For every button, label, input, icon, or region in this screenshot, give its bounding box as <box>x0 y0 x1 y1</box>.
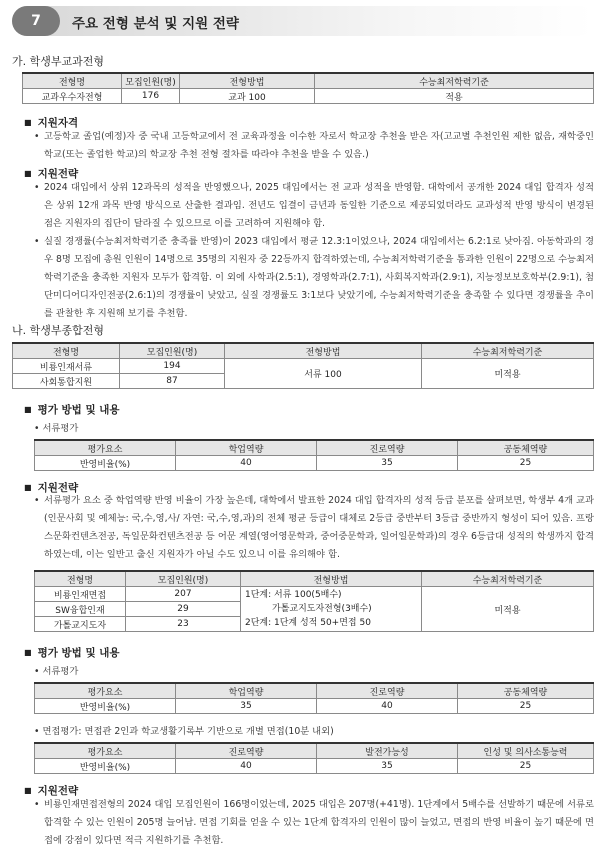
doc-eval-label: • 서류평가 <box>34 423 79 434</box>
section-a-title: 가. 학생부교과전형 <box>12 55 105 68</box>
table-cell: 25 <box>458 699 594 714</box>
th-factor: 평가요소 <box>35 743 176 759</box>
section-b-title: 나. 학생부종합전형 <box>12 324 105 337</box>
section-b-table-2 <box>34 570 594 632</box>
th-min: 수능최저학력기준 <box>315 73 594 89</box>
strategy-a-paragraph-2: • 실질 경쟁률(수능최저학력기준 충족률 반영)이 2023 대입에서 평균 12.3:1이었으나, 2024 대입에서는 6.2:1로 낮아짐. 아동학과의 경우 8명 모집에 총원 인원이 14명으로 35명의 지원자 중 22등까지 합격하였는데, 수능최저학력기준을 통과한 인원이 22명으로 수능최저학력기준을 충족한 지원자 모두가 합격함. 이 외에 사학과(2.5:1), 경영학과(2.7:1), 사회복지학과(2.9:1), 지능정보보호학부(2.9:1), 첨단미디어디자인전공(2.6:1)의 경쟁률이 낮았고, 실질 경쟁률도 3:1보다 낮았기에, 수능최저학력기준을 충족할 수 있다면 경쟁률을 추이를 관찰한 후 지원해 보기를 추천함. <box>34 233 594 323</box>
chapter-title: 주요 전형 분석 및 지원 전략 <box>72 16 239 32</box>
interview-text: 면접평가: 면접관 2인과 학교생활기록부 기반으로 개별 면접(10분 내외) <box>42 726 334 737</box>
strategy-b-heading: ■ 지원전략 <box>24 480 78 495</box>
strategy-b2-text: 비룡인재면접전형의 2024 대입 모집인원이 166명이었는데, 2025 대입은 207명(+41명). 1단계에서 5배수를 선발하기 때문에 서류로 합격할 수 있는 인원이 205명 늘어남. 면접 기회를 얻을 수 있는 1단계 합격자의 인원이 많이 늘었고, 면접의 반영 비율이 높기 때문에 면접에 강점이 있다면 적극 지원하기를 추천함. <box>44 799 594 846</box>
strategy-b2-paragraph: • 비룡인재면접전형의 2024 대입 모집인원이 166명이었는데, 2025 대입은 207명(+41명). 1단계에서 5배수를 선발하기 때문에 서류로 합격할 수 있는 인원이 205명 늘어남. 면접 기회를 얻을 수 있는 1단계 합격자의 인원이 많이 늘었고, 면접의 반영 비율이 높기 때문에 면접에 강점이 있다면 적극 지원하기를 추천함. <box>34 796 594 850</box>
table-cell: 서류 100 <box>225 359 422 389</box>
table-cell: 35 <box>176 699 317 714</box>
interview-label: • 면접평가: 면접관 2인과 학교생활기록부 기반으로 개별 면접(10분 내외) <box>34 726 334 737</box>
table-cell: 25 <box>458 759 594 774</box>
th-col1: 학업역량 <box>176 440 317 456</box>
table-cell: 176 <box>122 89 180 104</box>
section-b-table-1 <box>12 342 594 389</box>
table-cell: 비룡인재서류 <box>13 359 120 374</box>
th-count: 모집인원(명) <box>122 73 180 89</box>
table-cell: 40 <box>176 456 317 471</box>
doc2-eval-text: 서류평가 <box>42 666 79 677</box>
eval-table-3 <box>34 742 594 774</box>
th-min: 수능최저학력기준 <box>422 571 594 587</box>
table-cell: SW융합인재 <box>35 602 126 617</box>
table-cell: 사회통합지원 <box>13 374 120 389</box>
th-method: 전형방법 <box>180 73 315 89</box>
eval-table-2 <box>34 682 594 714</box>
chapter-number-badge: 7 <box>12 6 60 36</box>
table-cell: 25 <box>458 456 594 471</box>
th-factor: 평가요소 <box>35 683 176 699</box>
method-line-2: 가톨교지도자전형(3배수) <box>272 604 372 614</box>
eval-table-1 <box>34 439 594 471</box>
th-col2: 진로역량 <box>317 683 458 699</box>
table-cell: 미적용 <box>422 359 594 389</box>
qual-text: 고등학교 졸업(예정)자 중 국내 고등학교에서 전 교육과정을 이수한 자로서 학교장 추천을 받은 자(고교별 추천인원 제한 없음, 재학중인 학교(또는 졸업한 학교)의 학교장 추천 전형 절차를 따라야 추천을 받을 수 있음.) <box>44 131 594 160</box>
th-col2: 발전가능성 <box>317 743 458 759</box>
method-line-3: 2단계: 1단계 성적 50+면접 50 <box>245 618 371 628</box>
th-name: 전형명 <box>35 571 126 587</box>
th-count: 모집인원(명) <box>120 343 225 359</box>
strategy-a-text-1: 2024 대입에서 상위 12과목의 성적을 반영했으나, 2025 대입에서는 전 교과 성적을 반영함. 대학에서 공개한 2024 대입 합격자 성적은 상위 12개 과목 반영 방식으로 산출한 결과임. 전년도 입결이 금년과 동일한 기준으로 제공되었더라도 교과성적 반영 방식이 변경된 점은 지원자의 집단이 달라질 수 있으므로 이를 고려하여 지원해야 함. <box>44 182 594 229</box>
th-col3: 인성 및 의사소통능력 <box>458 743 594 759</box>
table-cell: 40 <box>317 699 458 714</box>
table-cell: 반영비율(%) <box>35 759 176 774</box>
th-min: 수능최저학력기준 <box>422 343 594 359</box>
strategy-b-paragraph: • 서류평가 요소 중 학업역량 반영 비율이 가장 높은데, 대학에서 발표한 2024 대입 합격자의 성적 등급 분포를 살펴보면, 학생부 4개 교과(인문사회 및 예체능: 국,수,영,사/ 자연: 국,수,영,과)의 전체 평균 등급이 대체로 2등급 중반부터 3등급 중반까지 형성이 되어 있음. 프랑스문화컨텐츠전공, 독일문화컨텐츠전공 등 어문 계열(영어영문학과, 중어중문학과, 일어일문학과)의 경우 6등급대 성적의 학생까지 합격하였는데, 이는 일반고 출신 지원자가 아닐 수도 있으니 이를 유의해야 함. <box>34 492 594 564</box>
eval-heading: ■ 평가 방법 및 내용 <box>24 402 120 417</box>
strategy-a-text-2: 실질 경쟁률(수능최저학력기준 충족률 반영)이 2023 대입에서 평균 12.3:1이었으나, 2024 대입에서는 6.2:1로 낮아짐. 아동학과의 경우 8명 모집에 총원 인원이 14명으로 35명의 지원자 중 22등까지 합격하였는데, 수능최저학력기준을 통과한 인원이 22명으로 수능최저학력기준을 충족한 지원자 모두가 합격함. 이 외에 사학과(2.5:1), 경영학과(2.7:1), 사회복지학과(2.9:1), 지능정보보호학부(2.9:1), 첨단미디어디자인전공(2.6:1)의 경쟁률이 낮았고, 실질 경쟁률도 3:1보다 낮았기에, 수능최저학력기준을 충족할 수 있다면 경쟁률을 추이를 관찰한 후 지원해 보기를 추천함. <box>44 236 594 319</box>
qual-heading: ■ 지원자격 <box>24 115 78 130</box>
strategy-a-paragraph-1: • 2024 대입에서 상위 12과목의 성적을 반영했으나, 2025 대입에서는 전 교과 성적을 반영함. 대학에서 공개한 2024 대입 합격자 성적은 상위 12개 과목 반영 방식으로 산출한 결과임. 전년도 입결이 금년과 동일한 기준으로 제공되었더라도 교과성적 반영 방식이 변경된 점은 지원자의 집단이 달라질 수 있으므로 이를 고려하여 지원해야 함. <box>34 179 594 233</box>
th-name: 전형명 <box>13 343 120 359</box>
th-col3: 공동체역량 <box>458 683 594 699</box>
qual-paragraph: • 고등학교 졸업(예정)자 중 국내 고등학교에서 전 교육과정을 이수한 자로서 학교장 추천을 받은 자(고교별 추천인원 제한 없음, 재학중인 학교(또는 졸업한 학교)의 학교장 추천 전형 절차를 따라야 추천을 받을 수 있음.) <box>34 128 594 164</box>
table-cell: 교과우수자전형 <box>23 89 122 104</box>
th-col2: 진로역량 <box>317 440 458 456</box>
th-method: 전형방법 <box>241 571 422 587</box>
doc-eval-text: 서류평가 <box>42 423 79 434</box>
section-a-table <box>22 72 594 104</box>
table-cell: 가톨교지도자 <box>35 617 126 632</box>
doc2-eval-label: • 서류평가 <box>34 666 79 677</box>
table-cell: 23 <box>126 617 241 632</box>
method-cell <box>241 587 422 632</box>
table-cell: 미적용 <box>422 587 594 632</box>
strategy-b2-heading: ■ 지원전략 <box>24 783 78 798</box>
table-cell: 반영비율(%) <box>35 699 176 714</box>
eval2-heading: ■ 평가 방법 및 내용 <box>24 645 120 660</box>
th-factor: 평가요소 <box>35 440 176 456</box>
table-cell: 87 <box>120 374 225 389</box>
table-cell: 교과 100 <box>180 89 315 104</box>
th-col3: 공동체역량 <box>458 440 594 456</box>
table-cell: 비룡인재면접 <box>35 587 126 602</box>
table-cell: 207 <box>126 587 241 602</box>
table-cell: 40 <box>176 759 317 774</box>
section-header <box>12 6 594 36</box>
th-col1: 진로역량 <box>176 743 317 759</box>
table-cell: 35 <box>317 759 458 774</box>
th-count: 모집인원(명) <box>126 571 241 587</box>
table-cell: 194 <box>120 359 225 374</box>
table-cell: 반영비율(%) <box>35 456 176 471</box>
table-cell: 35 <box>317 456 458 471</box>
th-name: 전형명 <box>23 73 122 89</box>
table-cell: 29 <box>126 602 241 617</box>
strategy-b-text: 서류평가 요소 중 학업역량 반영 비율이 가장 높은데, 대학에서 발표한 2024 대입 합격자의 성적 등급 분포를 살펴보면, 학생부 4개 교과(인문사회 및 예체능: 국,수,영,사/ 자연: 국,수,영,과)의 전체 평균 등급이 대체로 2등급 중반부터 3등급 중반까지 형성이 되어 있음. 프랑스문화컨텐츠전공, 독일문화컨텐츠전공 등 어문 계열(영어영문학과, 중어중문학과, 일어일문학과)의 경우 6등급대 성적의 학생까지 합격하였는데, 이는 일반고 출신 지원자가 아닐 수도 있으니 이를 유의해야 함. <box>44 495 594 560</box>
strategy-a-heading: ■ 지원전략 <box>24 166 78 181</box>
th-method: 전형방법 <box>225 343 422 359</box>
method-line-1: 1단계: 서류 100(5배수) <box>245 590 342 600</box>
th-col1: 학업역량 <box>176 683 317 699</box>
table-cell: 적용 <box>315 89 594 104</box>
